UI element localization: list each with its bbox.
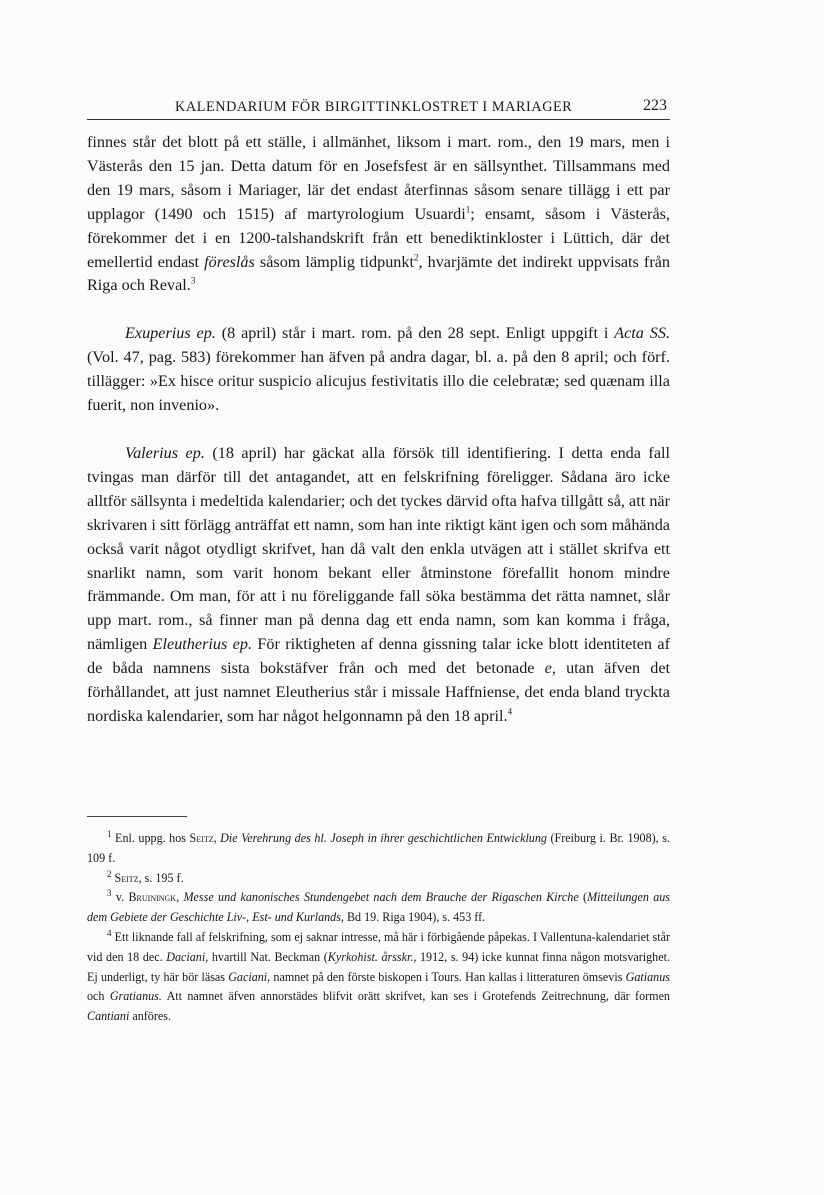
footnote-ref-4: 4 bbox=[507, 706, 513, 717]
acta-ss: Acta SS. bbox=[614, 324, 670, 343]
saint-name-eleutherius: Eleutherius ep. bbox=[152, 635, 252, 654]
paragraph-josef: finnes står det blott på ett ställe, i allmänhet, liksom i mart. rom., den 19 mars, men i Västerås den 15 jan. Detta datum för en Josefsfest är en sällsynthet. Tillsammans med den 19 mars, såsom i Mariager, lär det endast återfinnas såsom senare tillägg i ett par upplagor (1490 och 1515) af martyrologium Usuardi$^1$; ensamt, såsom i Västerås, förekommer det i en 1200-talshandskrift från ett benediktinkloster i Lüttich, där det emellertid endast föreslås såsom lämplig tidpunkt$^2$, hvarjämte det indirekt uppvisats från Riga och Reval.$^3$ bbox=[87, 133, 670, 295]
saint-name-valerius: Valerius ep. bbox=[125, 443, 205, 462]
footnote-1: $^1$ Enl. uppg. hos Seitz, Die Verehrung des hl. Joseph in ihrer geschichtlichen Entwicklung (Freiburg i. Br. 1908), s. 109 f. bbox=[87, 828, 670, 865]
footnote-4: $^4$ Ett liknande fall af felskrifning, som ej saknar intresse, må här i förbigående påpekas. I Vallentuna-kalendariet står vid den 18 dec. Daciani, hvartill Nat. Beckman (Kyrkohist. årsskr., 1912, s. 94) icke kunnat finna någon motsvarighet. Ej underligt, ty här bör läsas Gaciani, namnet på den förste biskopen i Tours. Han kallas i litteraturen ömsevis Gatianus och Gratianus. Att namnet äfven annorstädes blifvit orätt skrifvet, kan ses i Grotefends Zeitrechnung, där formen Cantiani anföres. bbox=[87, 927, 670, 1024]
footnotes bbox=[87, 816, 670, 1027]
emphasis-e: e, bbox=[544, 659, 556, 678]
running-head bbox=[87, 97, 670, 120]
saint-name-exuperius: Exuperius ep. bbox=[125, 324, 216, 343]
footnote-ref-3: 3 bbox=[190, 276, 196, 287]
page-number: 223 bbox=[643, 97, 667, 114]
emphasis-foreslas: föreslås bbox=[204, 252, 255, 271]
body-text bbox=[87, 131, 670, 729]
footnote-rule bbox=[87, 816, 187, 817]
footnote-2: $^2$ Seitz, s. 195 f. bbox=[107, 868, 184, 885]
paragraph-exuperius: Exuperius ep. (8 april) står i mart. rom. på den 28 sept. Enligt uppgift i Acta SS. (Vol. 47, pag. 583) förekommer han äfven på andra dagar, bl. a. på den 8 april; och förf. tillägger: »Ex hisce oritur suspicio alicujus festivitatis illo die celebratæ; sed quænam illa fuerit, non invenio». bbox=[87, 324, 670, 415]
paragraph-valerius: Valerius ep. (18 april) har gäckat alla försök till identifiering. I detta enda fall tvingas man därför till det antagandet, att en felskrifning föreligger. Sådana äro icke alltför sällsynta i medeltida kalendarier; och det tyckes därvid ofta hafva tillgått så, att när skrivaren i sitt förlägg anträffat ett namn, som han inte riktigt känt igen och som måhända också varit något otydligt skrifvet, han då valt den enkla utvägen att i stället skrifva ett snarlikt namn, som varit honom bekant eller åtminstone förefallit honom mindre främmande. Om man, för att i nu föreliggande fall söka bestämma det rätta namnet, slår upp mart. rom., så finner man på denna dag ett enda namn, som kan komma i fråga, nämligen Eleutherius ep. För riktigheten af denna gissning talar icke blott identiteten af de båda namnens sista bokstäfver från och med det betonade e, utan äfven det förhållandet, att just namnet Eleutherius står i missale Haffniense, det enda bland tryckta nordiska kalendarier, som har något helgonnamn på den 18 april.$^4$ bbox=[87, 443, 671, 725]
footnote-ref-1: 1 bbox=[465, 204, 471, 215]
running-head-title: KALENDARIUM FÖR BIRGITTINKLOSTRET I MARIAGER bbox=[175, 99, 573, 115]
footnote-3: $^3$ v. Bruiningk, Messe und kanonisches Stundengebet nach dem Brauche der Rigaschen Kirche (Mitteilungen aus dem Gebiete der Geschichte Liv-, Est- und Kurlands, Bd 19. Riga 1904), s. 453 ff. bbox=[87, 888, 671, 925]
footnote-ref-2: 2 bbox=[413, 252, 419, 263]
